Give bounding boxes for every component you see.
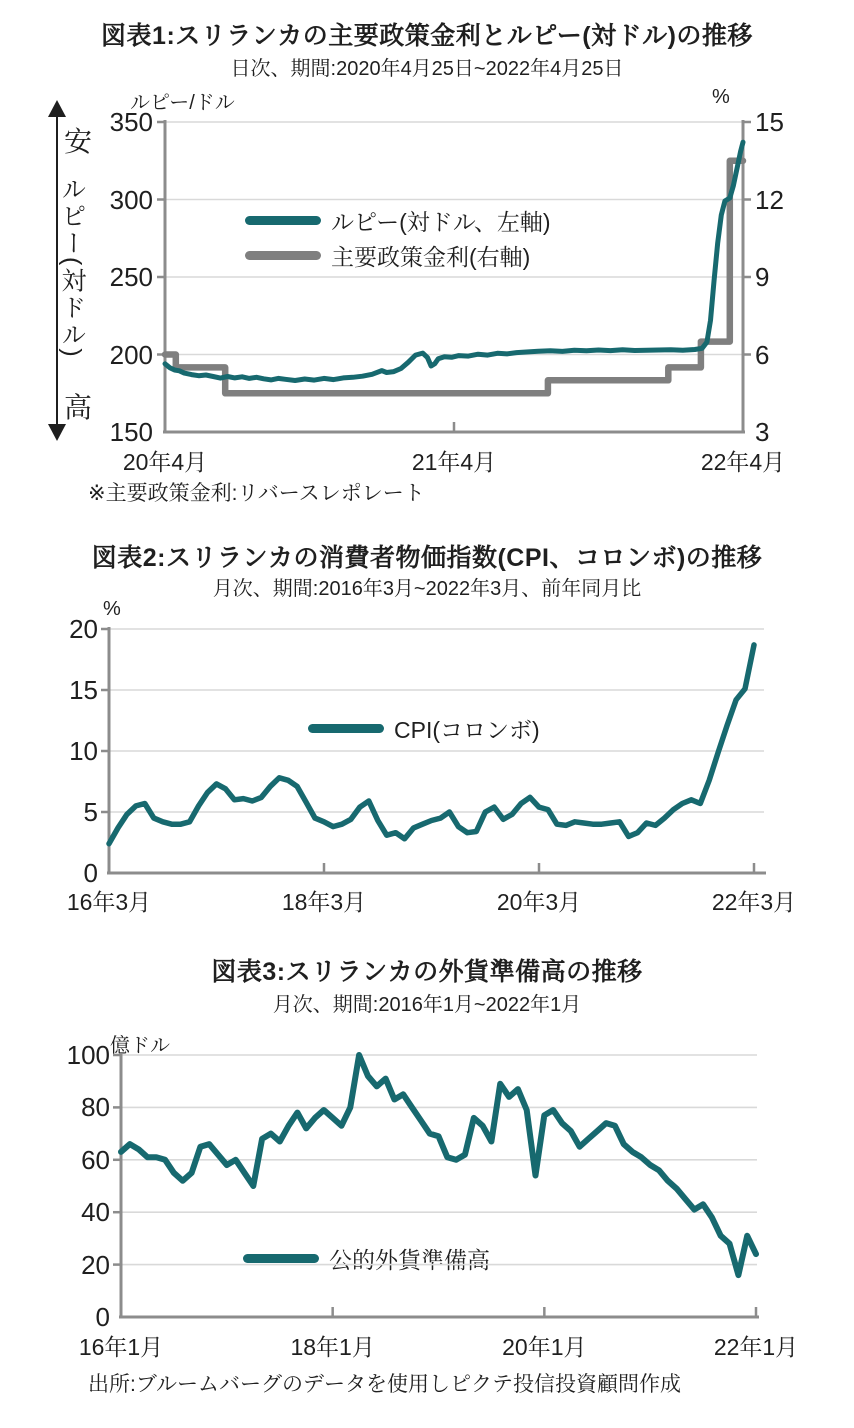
fig2-series-line [109,645,754,844]
fig2-x-tick-label: 16年3月 [66,889,152,915]
arrow-down-icon [48,424,66,441]
fig1-left-axis-unit: ルピー/ドル [130,92,235,114]
fig3-x-tick-label: 22年1月 [713,1334,799,1360]
fig1-y-tick-label: 300 [109,184,153,215]
fig3-series-line [121,1055,756,1275]
fig2-y-tick-label: 0 [83,858,98,888]
fig2-title: 図表2:スリランカの消費者物価指数(CPI、コロンボ)の推移 [91,544,763,572]
fig2-x-tick-label: 22年3月 [711,889,797,915]
source-note: 出所:ブルームバーグのデータを使用しピクテ投信投資顧問作成 [88,1373,681,1396]
fig3-plot-svg [121,1055,757,1317]
fig3-axis-unit: 億ドル [110,1035,170,1057]
annotation-rupee-label: ルピー(対ドル) [58,176,86,359]
fig1-right-y-tick-label: 6 [755,339,770,370]
fig1-subtitle: 日次、期間:2020年4月25日~2022年4月25日 [230,58,624,80]
fig3-x-tick-label: 20年1月 [502,1334,587,1360]
fig1-right-axis-unit: % [712,86,730,108]
fig3-x-tick-label: 16年1月 [78,1334,164,1360]
fig1-right-y-tick-label: 12 [755,184,784,215]
fig3-y-tick-label: 40 [81,1197,110,1228]
fig1-y-tick-label: 150 [109,417,153,447]
fig2-y-tick-label: 15 [69,675,98,705]
fig2-y-tick-label: 20 [69,614,98,644]
fig2-x-tick-label: 18年3月 [281,889,367,915]
fig1-right-y-tick-label: 9 [755,262,770,292]
fig3-x-tick-label: 18年1月 [290,1334,375,1360]
fig1-right-y-tick-label: 15 [755,107,784,137]
fig1-footnote: ※主要政策金利:リバースレポレート [88,482,425,505]
fig1-x-tick-label: 20年4月 [122,449,208,475]
annotation-strong-label: 高 [64,392,93,423]
annotation-weak-label: 安 [64,126,93,157]
fig3-y-tick-label: 0 [95,1302,110,1332]
reserves-legend-label: 公的外貨準備高 [329,1247,490,1273]
fig2-plot-svg [109,629,764,873]
fig1-right-y-tick-label: 3 [755,417,770,447]
fig3-y-tick-label: 20 [81,1249,110,1280]
fig1-y-tick-label: 250 [109,262,153,292]
fig2-x-tick-label: 20年3月 [496,889,582,915]
fig3-subtitle: 月次、期間:2016年1月~2022年1月 [272,994,582,1016]
rupee-legend-label: ルピー(対ドル、左軸) [331,209,551,235]
policy-legend-label: 主要政策金利(右軸) [331,244,531,270]
fig2-axis-unit: % [103,598,121,620]
fig1-x-tick-label: 21年4月 [411,449,497,475]
fig1-series-line [165,142,743,380]
fig3-title: 図表3:スリランカの外貨準備高の推移 [211,958,643,986]
fig2-y-tick-label: 5 [83,797,98,827]
fig1-y-tick-label: 350 [109,107,153,137]
fig2-subtitle: 月次、期間:2016年3月~2022年3月、前年同月比 [212,578,642,600]
fig1-plot-svg [165,122,743,432]
fig3-y-tick-label: 100 [66,1040,110,1070]
fig1-x-tick-label: 22年4月 [700,449,786,475]
fig3-y-tick-label: 80 [81,1092,110,1123]
fig2-y-tick-label: 10 [69,736,98,766]
cpi-legend-label: CPI(コロンボ) [394,717,540,743]
fig1-y-tick-label: 200 [109,339,153,370]
fig1-title: 図表1:スリランカの主要政策金利とルピー(対ドル)の推移 [101,22,753,50]
fig3-y-tick-label: 60 [81,1144,110,1175]
